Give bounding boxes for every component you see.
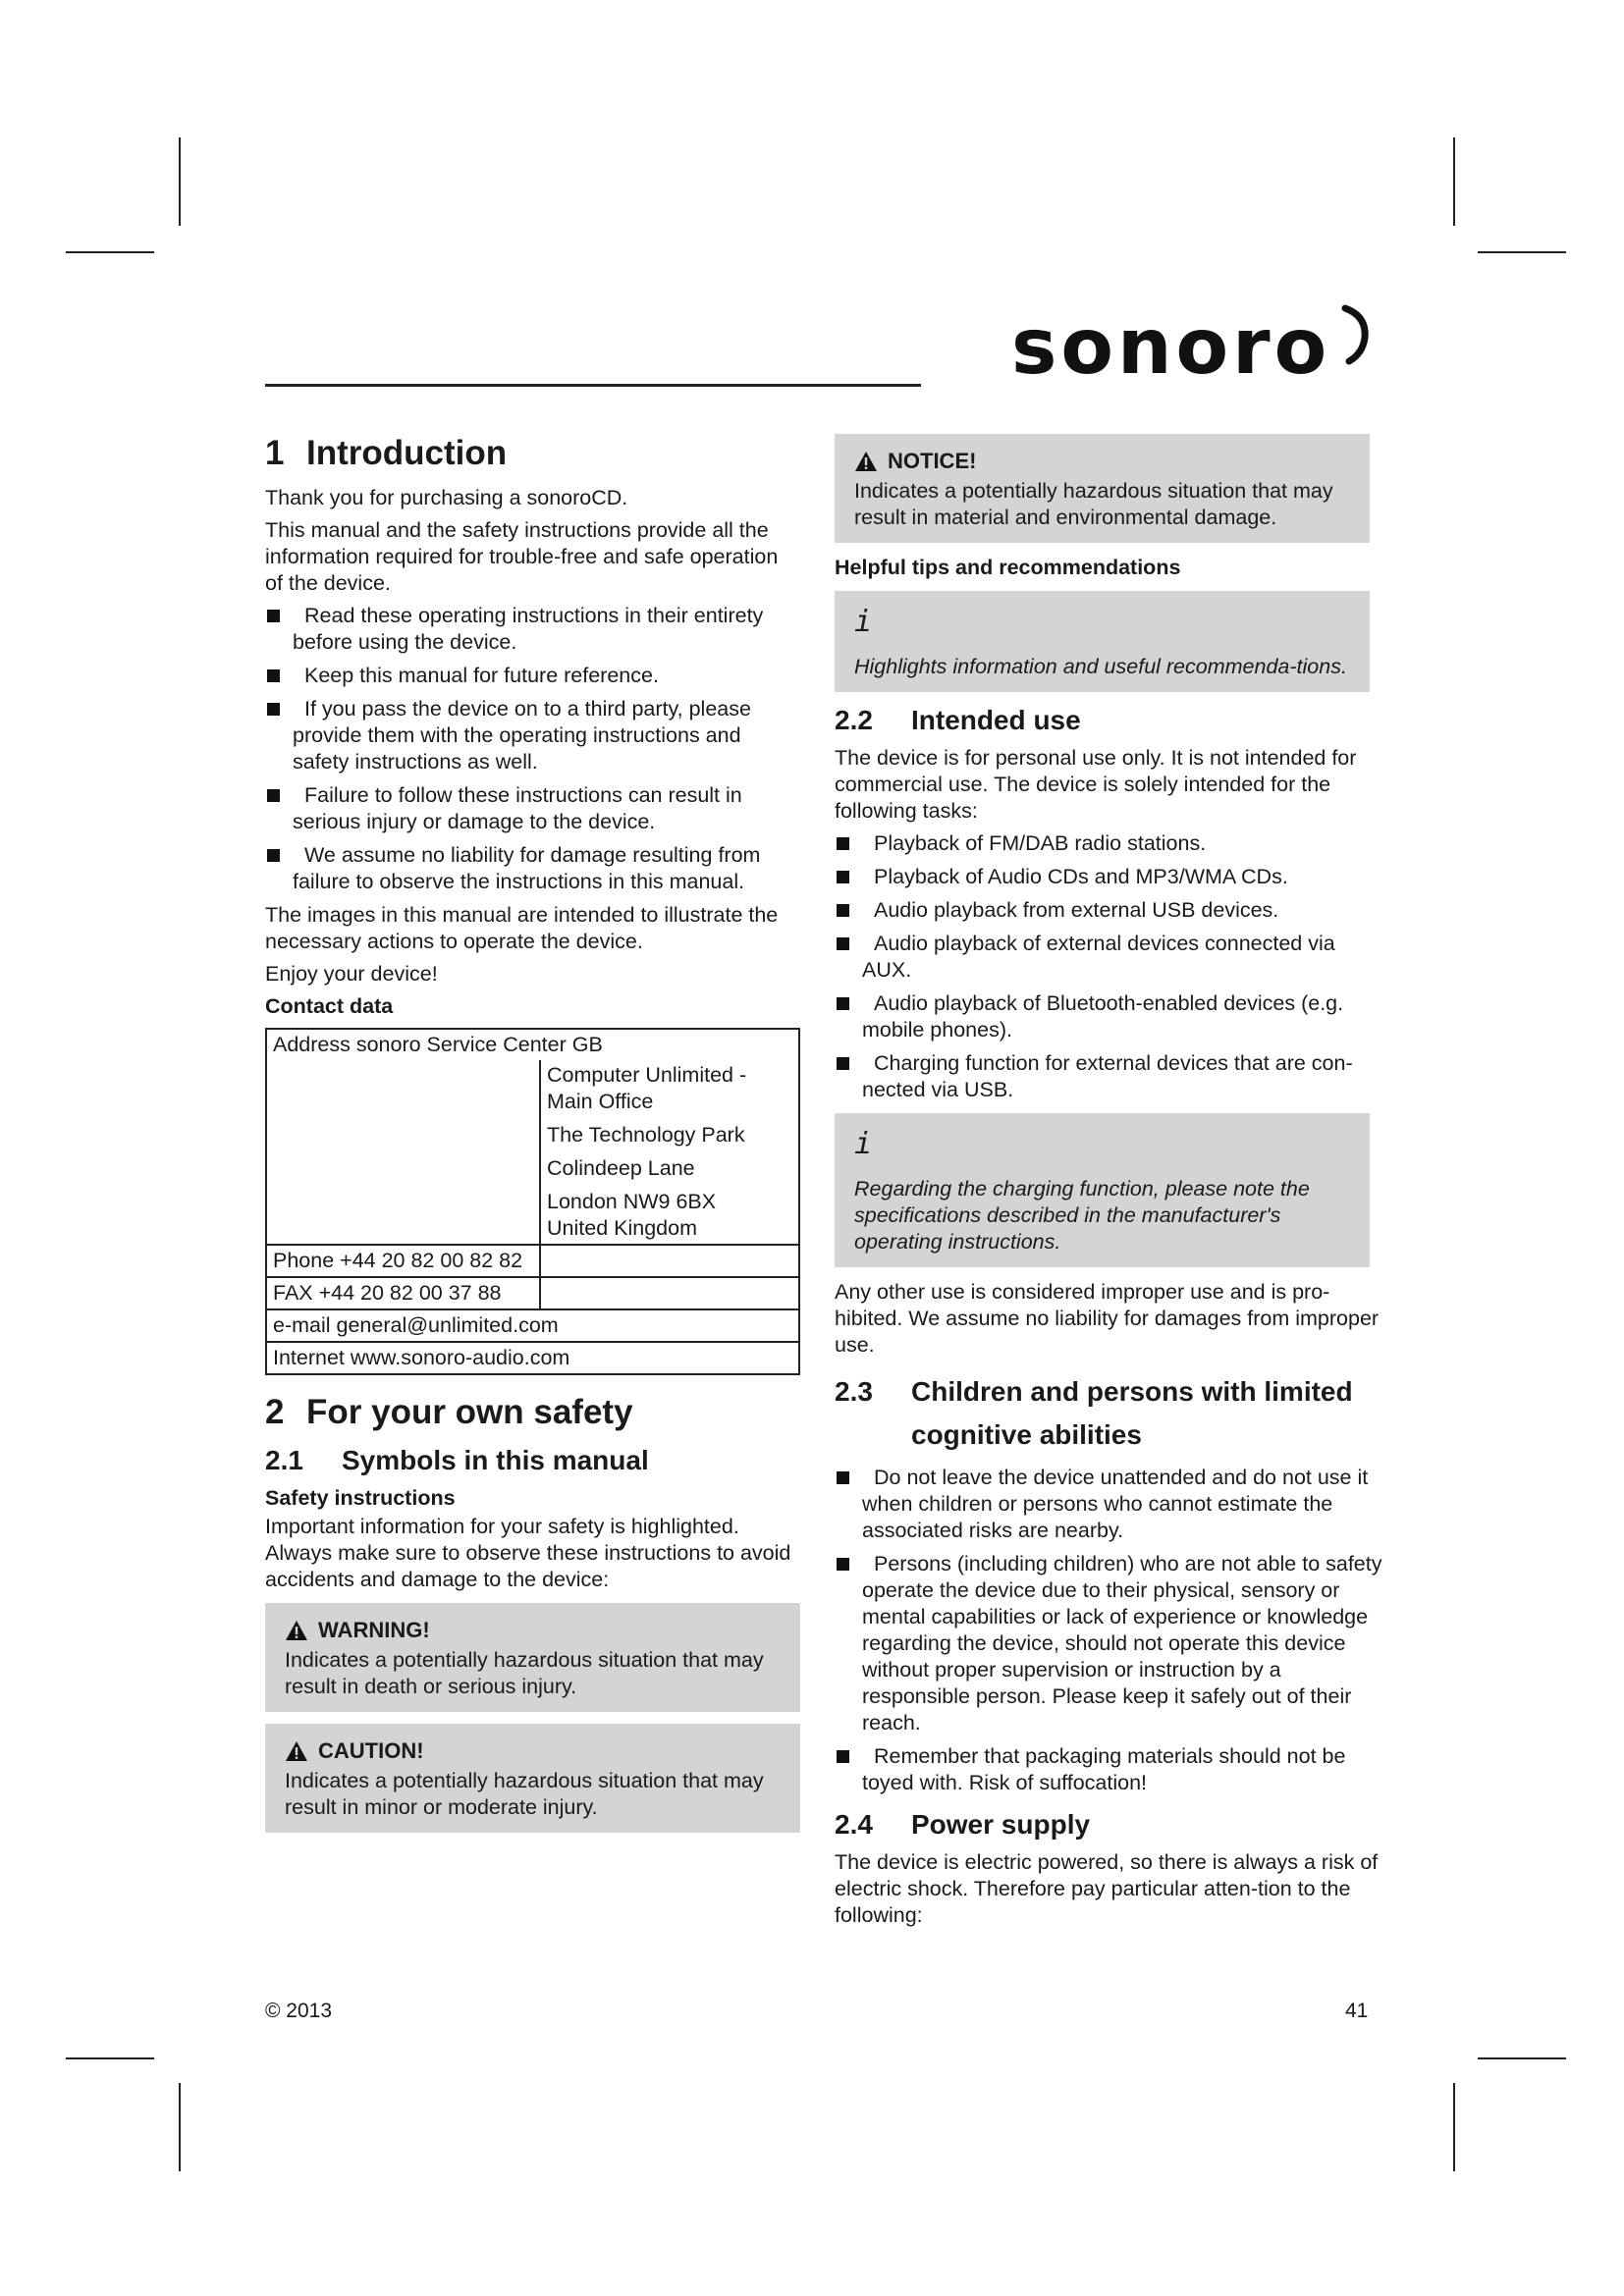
bullet-square-icon bbox=[837, 997, 849, 1010]
intro-paragraph: The images in this manual are intended to illustrate the necessary actions to operate the device. bbox=[265, 903, 779, 953]
copyright: © 2013 bbox=[265, 2000, 333, 2022]
crop-mark bbox=[1478, 251, 1566, 253]
fax-cell: FAX +44 20 82 00 37 88 bbox=[266, 1277, 540, 1309]
table-cell bbox=[540, 1277, 799, 1309]
notice-text: Indicates a potentially hazardous situation that may result in material and environmental damage. bbox=[854, 479, 1333, 529]
list-item: Failure to follow these instructions can result in serious injury or damage to the device. bbox=[265, 782, 800, 835]
phone-cell: Phone +44 20 82 00 82 82 bbox=[266, 1245, 540, 1277]
list-item: Audio playback from external USB devices. bbox=[835, 897, 1384, 924]
info-icon: i bbox=[854, 1127, 873, 1161]
crop-mark bbox=[66, 251, 154, 253]
table-cell bbox=[266, 1060, 540, 1245]
address-cell: Computer Unlimited - Main Office The Technology Park Colindeep Lane London NW9 6BX United Kingdom bbox=[540, 1060, 799, 1245]
info-icon: i bbox=[854, 605, 873, 639]
bullet-square-icon bbox=[837, 937, 849, 950]
section-2-4-heading: 2.4 Power supply bbox=[835, 1809, 1091, 1840]
intro-paragraph: This manual and the safety instructions provide all the information required for trouble-free and safe operation of the device. bbox=[265, 518, 779, 595]
bullet-square-icon bbox=[837, 837, 849, 850]
sonoro-logo bbox=[1011, 302, 1375, 381]
svg-text:sonoro: sonoro bbox=[1011, 303, 1331, 381]
warning-triangle-icon bbox=[285, 1620, 308, 1641]
internet-cell: Internet www.sonoro-audio.com bbox=[266, 1342, 799, 1374]
section-1-heading bbox=[265, 434, 800, 473]
section-2-2-heading: 2.2 Intended use bbox=[835, 705, 1081, 735]
email-cell: e-mail general@unlimited.com bbox=[266, 1309, 799, 1342]
right-column bbox=[835, 434, 1384, 1935]
bullet-square-icon bbox=[267, 849, 280, 862]
header-rule bbox=[265, 384, 921, 387]
bullet-square-icon bbox=[267, 610, 280, 622]
crop-mark bbox=[1453, 2083, 1455, 2171]
intro-paragraph: Enjoy your device! bbox=[265, 962, 438, 986]
crop-mark bbox=[1453, 137, 1455, 226]
contact-heading: Contact data bbox=[265, 994, 394, 1018]
address-label-cell: Address sonoro Service Center GB bbox=[266, 1029, 799, 1060]
caution-box bbox=[265, 1724, 800, 1833]
children-list bbox=[835, 1465, 1384, 1796]
charging-info-text: Regarding the charging function, please note the specifications described in the manufacturer's operating instructions. bbox=[854, 1177, 1310, 1254]
list-item: Do not leave the device unattended and do not use it when children or persons who cannot estimate the associated risks are nearby. bbox=[835, 1465, 1384, 1544]
list-item: Audio playback of Bluetooth-enabled devices (e.g. mobile phones). bbox=[835, 990, 1384, 1043]
list-item: Keep this manual for future reference. bbox=[265, 663, 800, 689]
caution-title: CAUTION! bbox=[318, 1738, 424, 1763]
list-item: Read these operating instructions in their entirety before using the device. bbox=[265, 603, 800, 656]
list-item: Remember that packaging materials should not be toyed with. Risk of suffocation! bbox=[835, 1743, 1384, 1796]
bullet-square-icon bbox=[837, 1471, 849, 1484]
bullet-square-icon bbox=[837, 871, 849, 883]
bullet-square-icon bbox=[837, 1057, 849, 1070]
section-2-3-heading: 2.3 Children and persons with limited cognitive abilities bbox=[835, 1376, 1353, 1450]
list-item: Audio playback of external devices connected via AUX. bbox=[835, 931, 1384, 984]
bullet-square-icon bbox=[837, 1558, 849, 1571]
crop-mark bbox=[66, 2057, 154, 2059]
notice-title: NOTICE! bbox=[888, 449, 977, 473]
list-item: Playback of FM/DAB radio stations. bbox=[835, 830, 1384, 857]
bullet-square-icon bbox=[837, 904, 849, 917]
warning-title: WARNING! bbox=[318, 1618, 430, 1642]
bullet-square-icon bbox=[267, 669, 280, 682]
table-cell bbox=[540, 1245, 799, 1277]
intro-bullet-list bbox=[265, 603, 800, 895]
body-paragraph: The device is electric powered, so there is always a risk of electric shock. Therefore pay particular atten-tion to the following: bbox=[835, 1850, 1379, 1927]
crop-mark bbox=[179, 2083, 181, 2171]
charging-info-box bbox=[835, 1113, 1370, 1267]
section-2-1-heading: 2.1 Symbols in this manual bbox=[265, 1445, 649, 1475]
warning-triangle-icon bbox=[854, 451, 878, 472]
warning-box bbox=[265, 1603, 800, 1712]
body-paragraph: Important information for your safety is highlighted. Always make sure to observe these instructions to avoid accidents and damage to the device: bbox=[265, 1515, 791, 1591]
bullet-square-icon bbox=[267, 789, 280, 802]
list-item: We assume no liability for damage resulting from failure to observe the instructions in this manual. bbox=[265, 842, 800, 895]
list-item: Persons (including children) who are not able to safety operate the device due to their physical, sensory or mental capabilities or lack of experience or knowledge regarding the device, should not operate this device without proper supervision or instruction by a responsible person. Please keep it safely out of their reach. bbox=[835, 1551, 1384, 1736]
section-title: Introduction bbox=[306, 434, 508, 472]
section-number: 1 bbox=[265, 434, 285, 472]
bullet-square-icon bbox=[267, 703, 280, 716]
notice-box bbox=[835, 434, 1370, 543]
section-2-heading: 2 For your own safety bbox=[265, 1393, 633, 1431]
crop-mark bbox=[1478, 2057, 1566, 2059]
page-number: 41 bbox=[1345, 2000, 1369, 2022]
warning-text: Indicates a potentially hazardous situation that may result in death or serious injury. bbox=[285, 1648, 764, 1698]
crop-mark bbox=[179, 137, 181, 226]
contact-table bbox=[265, 1028, 800, 1375]
tips-text: Highlights information and useful recommenda-tions. bbox=[854, 655, 1347, 678]
warning-triangle-icon bbox=[285, 1740, 308, 1762]
body-paragraph: Any other use is considered improper use and is pro-hibited. We assume no liability for damages from improper use. bbox=[835, 1280, 1380, 1357]
caution-text: Indicates a potentially hazardous situation that may result in minor or moderate injury. bbox=[285, 1769, 764, 1819]
list-item: If you pass the device on to a third party, please provide them with the operating instructions and safety instructions as well. bbox=[265, 696, 800, 775]
left-column bbox=[265, 434, 800, 1844]
safety-instructions-heading: Safety instructions bbox=[265, 1486, 456, 1510]
intro-paragraph: Thank you for purchasing a sonoroCD. bbox=[265, 486, 628, 509]
tips-heading: Helpful tips and recommendations bbox=[835, 556, 1181, 579]
tips-box bbox=[835, 591, 1370, 692]
list-item: Charging function for external devices that are con-nected via USB. bbox=[835, 1050, 1384, 1103]
list-item: Playback of Audio CDs and MP3/WMA CDs. bbox=[835, 864, 1384, 890]
intended-use-list bbox=[835, 830, 1384, 1103]
body-paragraph: The device is for personal use only. It is not intended for commercial use. The device is solely intended for the following tasks: bbox=[835, 746, 1357, 823]
bullet-square-icon bbox=[837, 1750, 849, 1763]
